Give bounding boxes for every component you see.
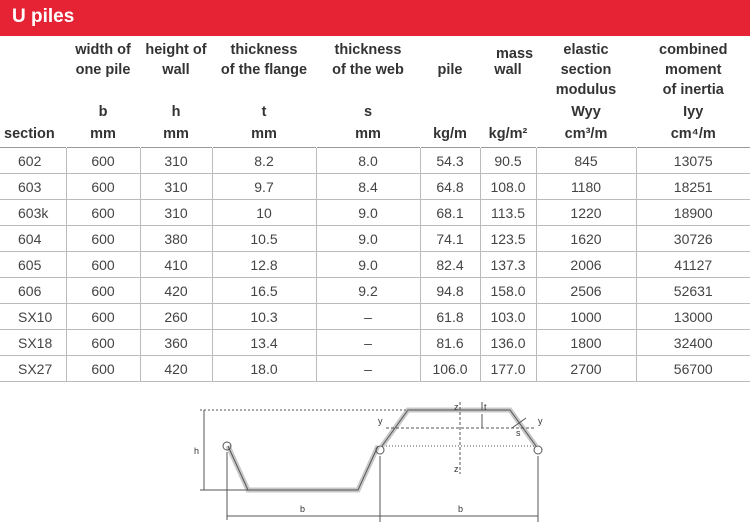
value-cell: 94.8 bbox=[420, 278, 480, 304]
column-header-line bbox=[423, 40, 478, 60]
value-cell: 74.1 bbox=[420, 226, 480, 252]
section-cell: 603 bbox=[0, 174, 66, 200]
section-cell: SX10 bbox=[0, 304, 66, 330]
value-cell: 68.1 bbox=[420, 200, 480, 226]
page-title: U piles bbox=[12, 6, 75, 27]
table-row bbox=[0, 330, 750, 356]
column-header-line: wall bbox=[494, 62, 522, 78]
value-cell: 9.0 bbox=[316, 200, 420, 226]
column-header-5 bbox=[420, 40, 480, 148]
value-cell: 600 bbox=[66, 252, 140, 278]
value-cell: 81.6 bbox=[420, 330, 480, 356]
column-symbol: Wyy bbox=[571, 104, 601, 120]
column-header-3 bbox=[212, 40, 316, 148]
value-cell: 41127 bbox=[636, 252, 750, 278]
column-header-line: thickness bbox=[230, 42, 298, 58]
value-cell: 9.2 bbox=[316, 278, 420, 304]
value-cell: 13075 bbox=[636, 148, 750, 174]
column-header-line: combined bbox=[659, 42, 728, 58]
section-cell: SX27 bbox=[0, 356, 66, 382]
label-y-right: y bbox=[538, 416, 543, 426]
column-unit: kg/m bbox=[433, 126, 467, 142]
value-cell: 54.3 bbox=[420, 148, 480, 174]
value-cell: 18251 bbox=[636, 174, 750, 200]
column-header-line bbox=[4, 60, 64, 80]
value-cell: 410 bbox=[140, 252, 212, 278]
column-symbol: h bbox=[171, 104, 181, 120]
value-cell: 18.0 bbox=[212, 356, 316, 382]
label-y-left: y bbox=[378, 416, 383, 426]
value-cell: 9.7 bbox=[212, 174, 316, 200]
value-cell: 64.8 bbox=[420, 174, 480, 200]
value-cell: 52631 bbox=[636, 278, 750, 304]
value-cell: 600 bbox=[66, 356, 140, 382]
column-header-8 bbox=[636, 40, 750, 148]
value-cell: 260 bbox=[140, 304, 212, 330]
section-cell: 605 bbox=[0, 252, 66, 278]
value-cell: 9.0 bbox=[316, 226, 420, 252]
column-header-4 bbox=[316, 40, 420, 148]
value-cell: 420 bbox=[140, 278, 212, 304]
value-cell: 2006 bbox=[536, 252, 636, 278]
value-cell: 56700 bbox=[636, 356, 750, 382]
value-cell: 106.0 bbox=[420, 356, 480, 382]
column-header-line bbox=[423, 80, 478, 100]
column-header-line: thickness bbox=[334, 42, 402, 58]
value-cell: 13000 bbox=[636, 304, 750, 330]
value-cell: 90.5 bbox=[480, 148, 536, 174]
value-cell: 103.0 bbox=[480, 304, 536, 330]
table-row bbox=[0, 200, 750, 226]
column-symbol bbox=[483, 102, 534, 122]
value-cell: 13.4 bbox=[212, 330, 316, 356]
value-cell: 600 bbox=[66, 278, 140, 304]
column-header-line: pile bbox=[437, 62, 463, 78]
column-symbol: s bbox=[363, 104, 373, 120]
label-z-top: z bbox=[454, 402, 459, 412]
table-row bbox=[0, 148, 750, 174]
section-cell: 606 bbox=[0, 278, 66, 304]
section-cell: SX18 bbox=[0, 330, 66, 356]
value-cell: 108.0 bbox=[480, 174, 536, 200]
value-cell: 1180 bbox=[536, 174, 636, 200]
value-cell: 1000 bbox=[536, 304, 636, 330]
value-cell: 380 bbox=[140, 226, 212, 252]
column-header-line bbox=[215, 80, 314, 100]
column-header-0 bbox=[0, 40, 66, 148]
column-header-line: width of bbox=[75, 42, 131, 58]
column-unit: mm bbox=[355, 126, 381, 142]
value-cell: 61.8 bbox=[420, 304, 480, 330]
value-cell: 1620 bbox=[536, 226, 636, 252]
value-cell: 1220 bbox=[536, 200, 636, 226]
value-cell: 310 bbox=[140, 174, 212, 200]
value-cell: 123.5 bbox=[480, 226, 536, 252]
column-symbol: t bbox=[261, 104, 267, 120]
column-header-line: of inertia bbox=[662, 82, 724, 98]
u-pile-cross-section-diagram bbox=[190, 402, 560, 524]
label-t: t bbox=[484, 402, 487, 412]
table-body bbox=[0, 148, 750, 382]
column-header-line: section bbox=[560, 62, 612, 78]
column-unit: cm⁴/m bbox=[670, 126, 716, 142]
column-header-line: of the web bbox=[332, 62, 404, 78]
value-cell: 10.3 bbox=[212, 304, 316, 330]
value-cell: 310 bbox=[140, 200, 212, 226]
column-header-line bbox=[483, 80, 534, 100]
value-cell: 158.0 bbox=[480, 278, 536, 304]
value-cell: 12.8 bbox=[212, 252, 316, 278]
value-cell: 8.4 bbox=[316, 174, 420, 200]
table-row bbox=[0, 356, 750, 382]
value-cell: 82.4 bbox=[420, 252, 480, 278]
value-cell: 32400 bbox=[636, 330, 750, 356]
value-cell: 600 bbox=[66, 304, 140, 330]
column-symbol bbox=[423, 102, 478, 122]
value-cell: 136.0 bbox=[480, 330, 536, 356]
u-piles-table bbox=[0, 40, 750, 382]
label-z-bottom: z bbox=[454, 464, 459, 474]
column-symbol: Iyy bbox=[683, 104, 704, 120]
value-cell: 18900 bbox=[636, 200, 750, 226]
column-header-line: height of bbox=[145, 42, 207, 58]
section-cell: 602 bbox=[0, 148, 66, 174]
section-cell: 603k bbox=[0, 200, 66, 226]
column-header-line: modulus bbox=[555, 82, 617, 98]
column-header-line bbox=[4, 40, 64, 60]
column-header-line bbox=[4, 80, 64, 100]
value-cell: 600 bbox=[66, 148, 140, 174]
column-unit: kg/m² bbox=[488, 126, 528, 142]
value-cell: 1800 bbox=[536, 330, 636, 356]
label-b-left: b bbox=[300, 504, 306, 514]
column-header-line bbox=[69, 80, 138, 100]
table-row bbox=[0, 304, 750, 330]
title-bar bbox=[0, 0, 750, 36]
value-cell: 10 bbox=[212, 200, 316, 226]
column-header-2 bbox=[140, 40, 212, 148]
column-header-line: moment bbox=[665, 62, 722, 78]
column-header-line: wall bbox=[162, 62, 190, 78]
column-unit: cm³/m bbox=[564, 126, 608, 142]
column-header-line bbox=[319, 80, 418, 100]
value-cell: 177.0 bbox=[480, 356, 536, 382]
label-s: s bbox=[516, 428, 521, 438]
column-header-line: one pile bbox=[75, 62, 131, 78]
value-cell: 8.0 bbox=[316, 148, 420, 174]
section-cell: 604 bbox=[0, 226, 66, 252]
column-unit: mm bbox=[251, 126, 277, 142]
value-cell: – bbox=[316, 356, 420, 382]
mass-group-label: mass bbox=[496, 46, 534, 62]
column-header-1 bbox=[66, 40, 140, 148]
value-cell: 360 bbox=[140, 330, 212, 356]
table-row bbox=[0, 278, 750, 304]
column-unit: mm bbox=[163, 126, 189, 142]
value-cell: 600 bbox=[66, 330, 140, 356]
value-cell: 600 bbox=[66, 226, 140, 252]
value-cell: 2506 bbox=[536, 278, 636, 304]
value-cell: 9.0 bbox=[316, 252, 420, 278]
column-unit: section bbox=[4, 126, 55, 142]
value-cell: 8.2 bbox=[212, 148, 316, 174]
value-cell: 10.5 bbox=[212, 226, 316, 252]
column-symbol bbox=[4, 102, 64, 122]
label-b-right: b bbox=[458, 504, 464, 514]
value-cell: 30726 bbox=[636, 226, 750, 252]
table-row bbox=[0, 252, 750, 278]
value-cell: 420 bbox=[140, 356, 212, 382]
value-cell: 845 bbox=[536, 148, 636, 174]
column-header-line bbox=[143, 80, 210, 100]
value-cell: 310 bbox=[140, 148, 212, 174]
label-h: h bbox=[194, 446, 200, 456]
value-cell: 113.5 bbox=[480, 200, 536, 226]
column-unit: mm bbox=[90, 126, 116, 142]
value-cell: 2700 bbox=[536, 356, 636, 382]
value-cell: – bbox=[316, 304, 420, 330]
table-row bbox=[0, 174, 750, 200]
table-row bbox=[0, 226, 750, 252]
table-header bbox=[0, 40, 750, 148]
value-cell: 600 bbox=[66, 200, 140, 226]
value-cell: – bbox=[316, 330, 420, 356]
column-symbol: b bbox=[98, 104, 108, 120]
value-cell: 16.5 bbox=[212, 278, 316, 304]
value-cell: 600 bbox=[66, 174, 140, 200]
column-header-7 bbox=[536, 40, 636, 148]
value-cell: 137.3 bbox=[480, 252, 536, 278]
column-header-line: of the flange bbox=[220, 62, 308, 78]
column-header-line: elastic bbox=[563, 42, 609, 58]
